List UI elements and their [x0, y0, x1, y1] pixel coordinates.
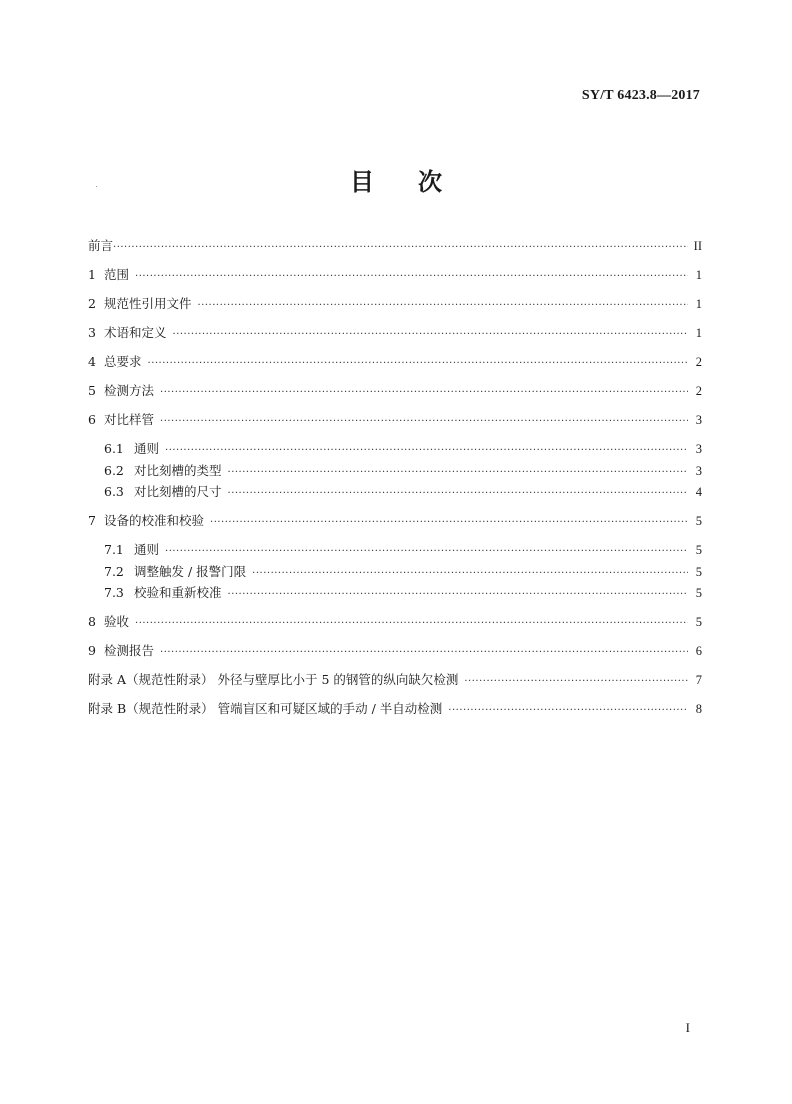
toc-entry-number: 7.3: [104, 585, 124, 600]
toc-entry-number: 9: [88, 643, 96, 658]
toc-entry-page: 3: [695, 463, 702, 478]
toc-entry-7-3[interactable]: [88, 583, 702, 604]
dot-leader: [210, 517, 688, 528]
toc-entry-7-2[interactable]: [88, 562, 702, 583]
toc-entry-title: 前言: [88, 238, 114, 253]
dot-leader: [228, 467, 688, 478]
toc-entry-2[interactable]: [88, 294, 702, 315]
toc-entry-page: 5: [695, 586, 702, 600]
toc-entry-title: 检测报告: [104, 643, 155, 658]
toc-entry-title: 设备的校准和校验: [104, 513, 205, 528]
dot-leader: [228, 488, 688, 499]
scan-speck: [96, 186, 97, 187]
toc-entry-3[interactable]: [88, 323, 702, 344]
toc-entry-7[interactable]: [88, 511, 702, 532]
toc-entry-6-3[interactable]: [88, 482, 702, 503]
title-char-2: 次: [418, 168, 442, 196]
toc-entry-title: 对比样管: [104, 412, 155, 427]
page-number: I: [685, 1020, 690, 1035]
toc-entry-number: 4: [88, 354, 96, 369]
toc-entry-title: 术语和定义: [104, 325, 167, 340]
toc-entry-title: 校验和重新校准: [134, 585, 222, 600]
dot-leader: [160, 416, 688, 427]
dot-leader: [165, 445, 688, 456]
toc-entry-preface[interactable]: [88, 236, 702, 257]
dot-leader: [135, 271, 688, 282]
dot-leader: [252, 568, 688, 579]
toc-entry-number: 7: [88, 513, 96, 528]
toc-entry-title: 规范性引用文件: [104, 296, 192, 311]
toc-entry-6-1[interactable]: [88, 439, 702, 460]
toc-entry-page: 1: [695, 326, 702, 340]
table-of-contents: [88, 236, 702, 728]
toc-entry-number: 5: [88, 383, 96, 398]
toc-entry-page: 5: [695, 514, 702, 528]
toc-entry-number: 3: [88, 325, 96, 340]
toc-entry-number: 6: [88, 412, 96, 427]
toc-entry-title: 调整触发 / 报警门限: [134, 563, 247, 579]
toc-entry-page: 1: [695, 297, 702, 311]
toc-entry-page: 5: [695, 615, 702, 629]
dot-leader: [160, 387, 688, 398]
toc-entry-page: 2: [695, 384, 702, 398]
toc-entry-page: 6: [695, 644, 702, 658]
dot-leader: [135, 618, 688, 629]
toc-entry-page: 3: [695, 442, 702, 456]
toc-entry-number: 7.2: [104, 563, 124, 579]
dot-leader: [448, 705, 688, 716]
toc-entry-page: 1: [695, 268, 702, 282]
toc-entry-number: 7.1: [104, 542, 124, 557]
toc-entry-title: 附录 B（规范性附录） 管端盲区和可疑区域的手动 / 半自动检测: [88, 701, 443, 716]
toc-entry-number: 8: [88, 614, 96, 629]
dot-leader: [165, 546, 688, 557]
toc-entry-page: 5: [695, 543, 702, 557]
toc-entry-title: 范围: [104, 267, 130, 282]
toc-entry-number: 2: [88, 296, 96, 311]
toc-entry-5[interactable]: [88, 381, 702, 402]
standard-code: SY/T 6423.8—2017: [581, 88, 700, 103]
title-char-1: 目: [350, 168, 374, 196]
dot-leader: [228, 589, 688, 600]
toc-entry-6[interactable]: [88, 410, 702, 431]
toc-entry-8[interactable]: [88, 612, 702, 633]
dot-leader: [173, 329, 688, 340]
dot-leader: [148, 358, 688, 369]
toc-entry-page: 2: [695, 355, 702, 369]
toc-entry-page: 8: [695, 702, 702, 716]
toc-entry-appendix-a[interactable]: [88, 670, 702, 691]
toc-entry-title: 对比刻槽的尺寸: [134, 484, 222, 499]
toc-entry-number: 6.1: [104, 441, 124, 456]
toc-entry-page: 4: [695, 485, 702, 499]
dot-leader: [113, 242, 688, 253]
toc-entry-1[interactable]: [88, 265, 702, 286]
toc-entry-title: 验收: [104, 614, 130, 629]
toc-entry-page: 7: [695, 673, 702, 687]
toc-entry-4[interactable]: [88, 352, 702, 373]
dot-leader: [160, 647, 688, 658]
toc-entry-title: 通则: [134, 441, 160, 456]
toc-entry-number: 6.3: [104, 484, 124, 499]
toc-entry-page: 3: [695, 413, 702, 427]
toc-entry-appendix-b[interactable]: [88, 699, 702, 720]
toc-entry-9[interactable]: [88, 641, 702, 662]
dot-leader: [464, 676, 688, 687]
toc-entry-7-1[interactable]: [88, 540, 702, 561]
toc-entry-title: 对比刻槽的类型: [134, 462, 222, 478]
toc-entry-number: 1: [88, 267, 96, 282]
toc-entry-page: II: [693, 239, 702, 253]
toc-entry-number: 6.2: [104, 462, 124, 478]
toc-entry-page: 5: [695, 564, 702, 579]
dot-leader: [198, 300, 688, 311]
toc-entry-title: 通则: [134, 542, 160, 557]
toc-entry-6-2[interactable]: [88, 461, 702, 482]
toc-entry-title: 检测方法: [104, 383, 155, 398]
toc-entry-title: 附录 A（规范性附录） 外径与壁厚比小于 5 的钢管的纵向缺欠检测: [88, 672, 459, 687]
toc-entry-title: 总要求: [104, 354, 142, 369]
page-title: [0, 162, 792, 197]
